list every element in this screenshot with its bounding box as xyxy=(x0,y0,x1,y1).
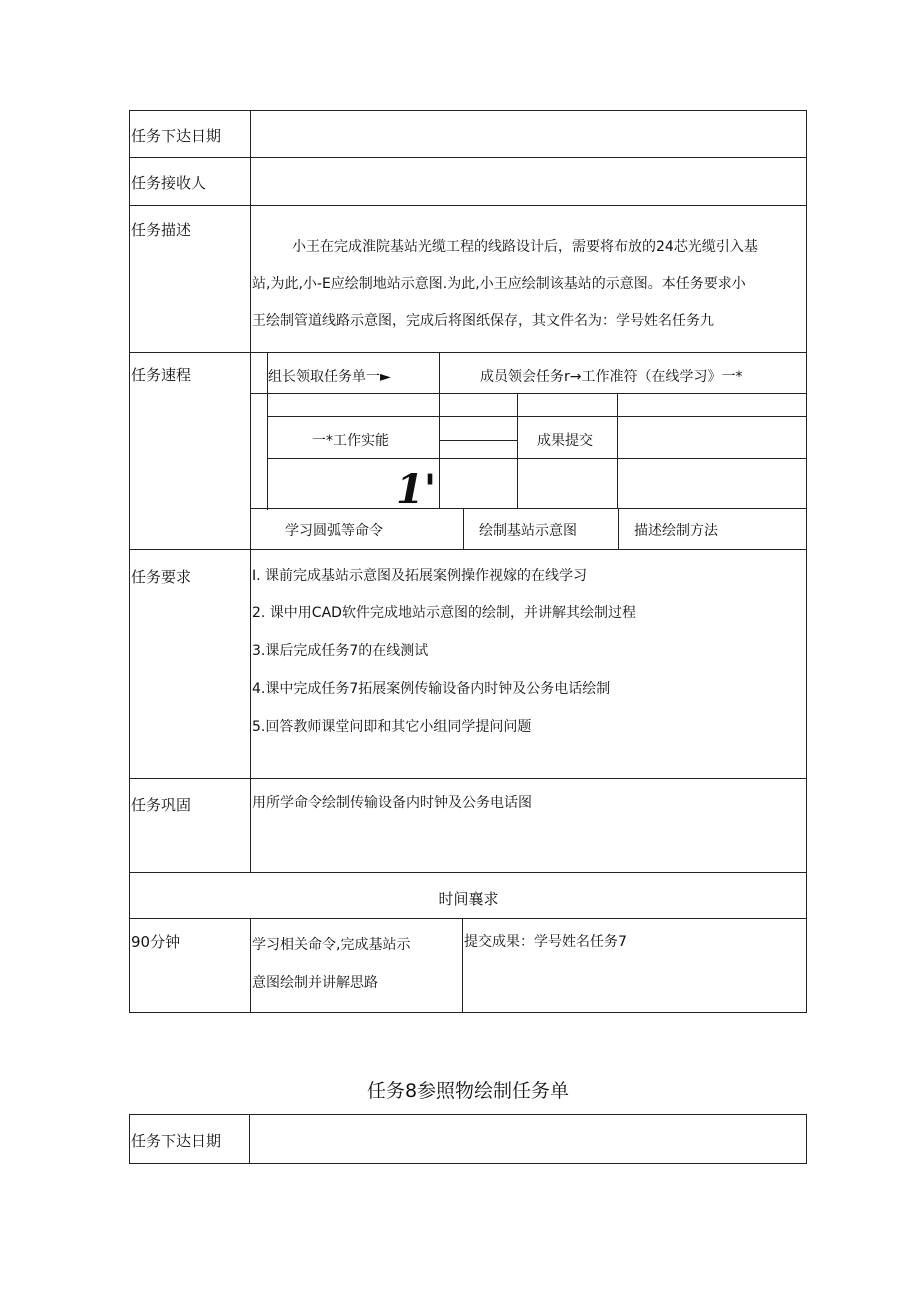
label-task-description: 任务描述 xyxy=(131,221,192,239)
time-duration: 90分钟 xyxy=(131,933,181,951)
process-step-receive-task: 组长领取任务单一► xyxy=(268,369,391,385)
description-line-3: 王绘制管道线路示意图，完成后将图纸保存，其文件名为：学号姓名任务九 xyxy=(252,313,714,329)
label-task-process: 任务速程 xyxy=(131,366,192,384)
process-sub-describe-method: 描述绘制方法 xyxy=(634,523,718,539)
process-sub-draw-station: 绘制基站示意图 xyxy=(479,523,577,539)
process-sub-learn-arc: 学习圆弧等命令 xyxy=(285,523,383,539)
requirement-item-5: 5.回答教师课堂问即和其它小组同学提问问题 xyxy=(252,719,532,735)
label-task-requirements: 任务要求 xyxy=(131,568,192,586)
handwritten-mark: 1' xyxy=(396,466,437,513)
table2-label-task-date: 任务下达日期 xyxy=(131,1132,222,1150)
requirement-item-2: 2. 课中用CAD软件完成地站示意图的绘制，并讲解其绘制过程 xyxy=(252,605,636,621)
requirement-item-3: 3.课后完成任务7的在线测试 xyxy=(252,643,429,659)
time-requirement-header: 时间襄求 xyxy=(438,890,499,908)
time-result: 提交成果：学号姓名任务7 xyxy=(464,934,627,950)
table2-task-date-value-cell xyxy=(250,1115,806,1163)
section-title-task8: 任务8参照物绘制任务单 xyxy=(366,1080,570,1102)
task-date-value-cell xyxy=(251,111,806,157)
consolidate-text: 用所学命令绘制传输设备内时钟及公务电话图 xyxy=(252,795,532,811)
description-line-2: 站,为此,小-E应绘制地站示意图.为此,小王应绘制该基站的示意图。本任务要求小 xyxy=(252,276,746,292)
process-step-learn-online: 成员领会任务r→工作准符（在线学习》一* xyxy=(480,369,743,385)
task-receiver-value-cell xyxy=(251,158,806,205)
process-step-submit: 成果提交 xyxy=(537,433,593,449)
task-description-text xyxy=(252,229,805,340)
time-activity-line-1: 学习相关命令,完成基站示 xyxy=(252,937,411,953)
label-task-date: 任务下达日期 xyxy=(131,127,222,145)
requirement-item-4: 4.课中完成任务7拓展案例传输设备内时钟及公务电话绘制 xyxy=(252,681,611,697)
label-task-receiver: 任务接收人 xyxy=(131,174,207,192)
requirement-item-1: I. 课前完成基站示意图及拓展案例操作视嫁的在线学习 xyxy=(252,568,588,584)
time-activity-line-2: 意图绘制并讲解思路 xyxy=(252,975,378,991)
process-step-implement: 一*工作实能 xyxy=(312,433,389,449)
label-task-consolidate: 任务巩固 xyxy=(131,796,192,814)
time-activity xyxy=(252,926,410,1002)
description-line-1: 小王在完成淮院基站光缆工程的线路设计后，需要将布放的24芯光缆引入基 xyxy=(292,239,758,255)
